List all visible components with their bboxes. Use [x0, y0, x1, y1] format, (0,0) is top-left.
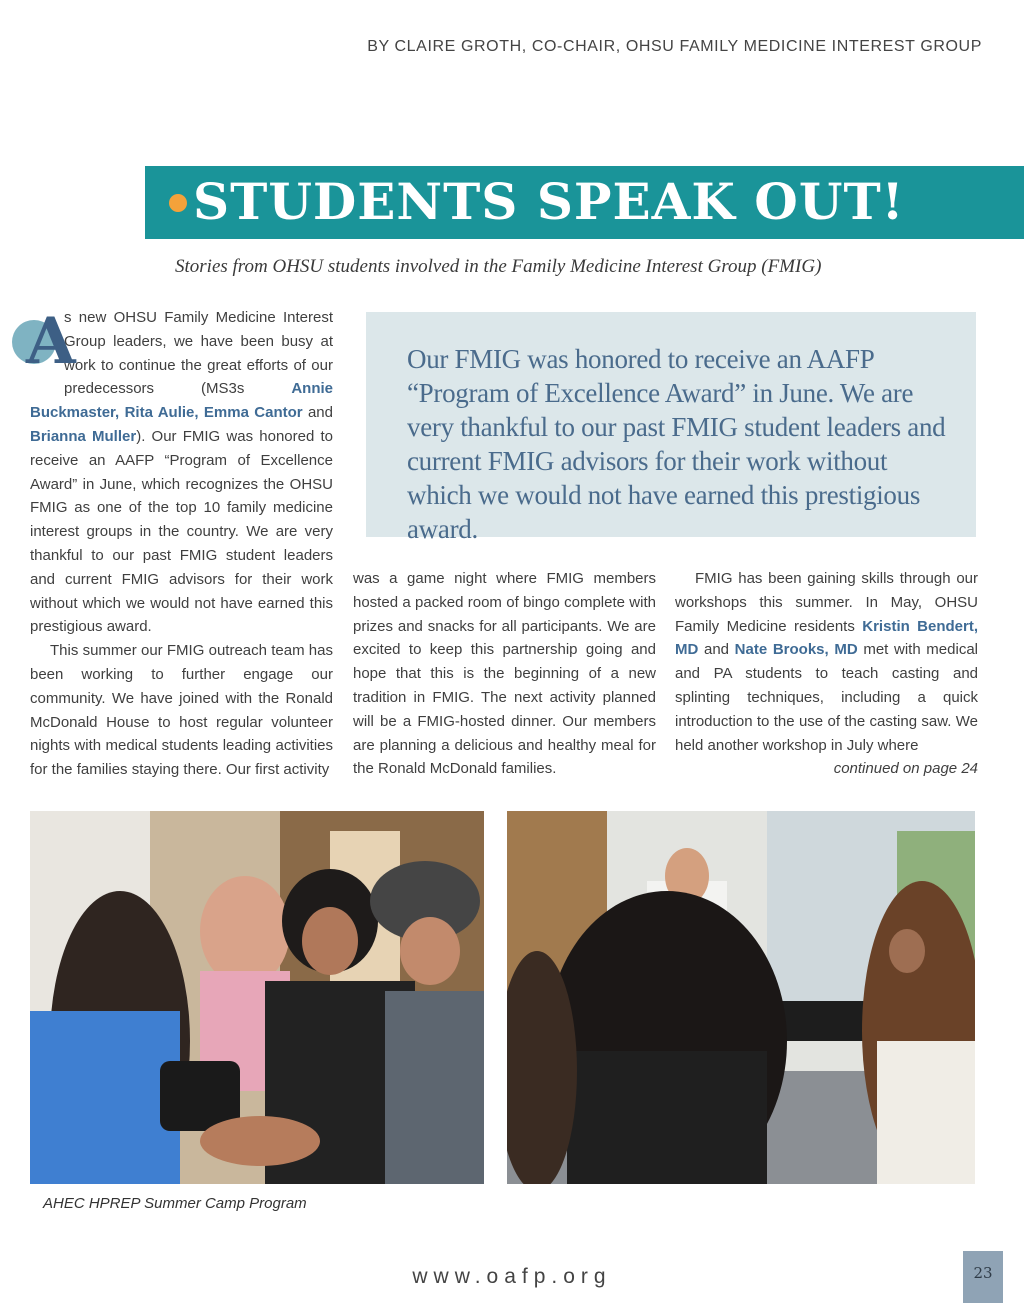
article-paragraph-2-continued: was a game night where FMIG members hosted a packed room of bingo complete with prizes and snacks for all participants. We are excited to keep this partnership going and hope that this is the beginning of a new tradition in FMIG. The next activity planned will be a FMIG-hosted dinner. Our members are planning a delicious and healthy meal for the Ronald McDonald families. — [353, 570, 656, 778]
photo-casting-workshop — [507, 811, 975, 1184]
paragraph-text: s new OHSU Family Medicine Interest Group leaders, we have been busy at work to continue the great efforts of our predecessors (MS3s — [64, 309, 333, 398]
subtitle: Stories from OHSU students involved in the Family Medicine Interest Group (FMIG) — [175, 256, 822, 277]
article-paragraph-3 — [675, 567, 978, 757]
paragraph-text: ). Our FMIG was honored to receive an AAFP “Program of Excellence Award” in June, which recognizes the OHSU FMIG as one of the top 10 family medicine interest groups in the country. We are very thankful to our past FMIG student leaders and current FMIG advisors for their work without which we would not have earned this prestigious award. — [30, 427, 333, 636]
page-number-box — [963, 1251, 1003, 1303]
article-paragraph-2: This summer our FMIG outreach team has been working to further engage our community. We have joined with the Ronald McDonald House to host regular volunteer nights with medical students leading activities for the families staying there. Our first activity — [30, 642, 333, 779]
byline: BY CLAIRE GROTH, CO-CHAIR, OHSU FAMILY MEDICINE INTEREST GROUP — [367, 38, 982, 55]
article-paragraph-1 — [26, 304, 333, 639]
pull-quote-box — [366, 312, 976, 544]
highlighted-name: Kristin Bendert, MD — [675, 617, 979, 659]
paragraph-text: and — [698, 641, 735, 659]
footer-website: www.oafp.org — [412, 1265, 612, 1288]
highlighted-name: Brianna Muller — [30, 427, 137, 445]
page-title: STUDENTS SPEAK OUT! — [193, 172, 905, 231]
title-banner — [145, 166, 1024, 239]
photo-illustration — [30, 811, 484, 1184]
drop-cap — [12, 304, 76, 380]
highlighted-name: Nate Brooks, MD — [734, 641, 858, 659]
article-column-1 — [26, 304, 333, 782]
article-column-3 — [675, 567, 978, 781]
photo-illustration — [507, 811, 975, 1184]
pull-quote-text: Our FMIG was honored to receive an AAFP “Program of Excellence Award” in June. We are very thankful to our past FMIG student leaders and current FMIG advisors for their work without which we would not have earned this prestigious award. — [407, 344, 946, 544]
continued-note: continued on page 24 — [833, 760, 978, 778]
drop-cap-letter: A — [26, 304, 76, 379]
article-column-2 — [353, 567, 656, 781]
paragraph-text: and — [302, 404, 333, 422]
photo-blood-pressure-training — [30, 811, 484, 1184]
paragraph-text: FMIG has been gaining skills through our workshops this summer. In May, OHSU Family Medicine residents — [675, 570, 978, 635]
photo-caption: AHEC HPREP Summer Camp Program — [43, 1195, 307, 1212]
bullet-dot-icon — [169, 194, 187, 212]
highlighted-names: Annie Buckmaster, Rita Aulie, Emma Cantor — [30, 380, 333, 422]
paragraph-text: met with medical and PA students to teach casting and splinting techniques, including a quick introduction to the use of the casting saw. We held another workshop in July where — [675, 641, 978, 754]
page-number: 23 — [973, 1264, 993, 1282]
